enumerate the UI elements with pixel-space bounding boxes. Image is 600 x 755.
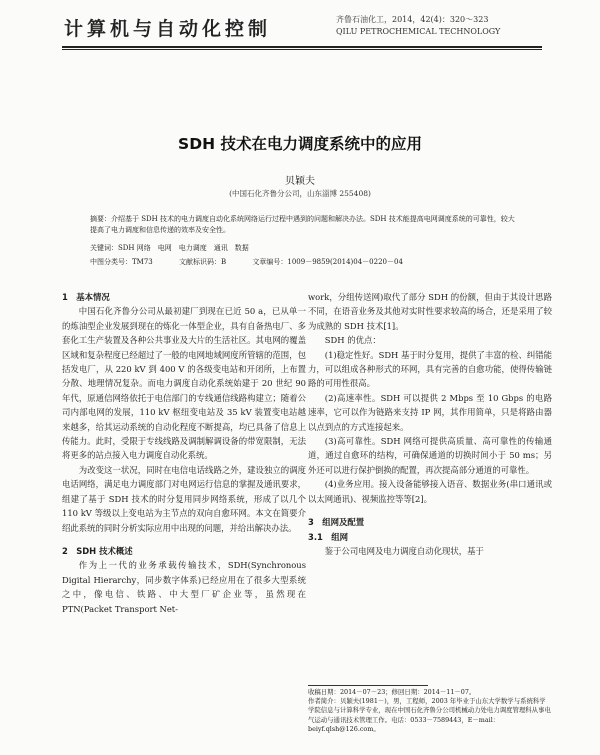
article-number: 文章编号：1009－9859(2014)04－0220－04 [252,258,403,266]
journal-citation-block [336,14,500,38]
section-2-paragraph-1: 作为上一代的业务承载传输技术，SDH(Synchronous Digital Hierarchy，同步数字体系)已经应用在了很多大型系统之中，像电信、铁路、中大型厂矿企业等，虽然现在 PTN(Packet Transport Net- [62,560,306,614]
journal-name: 计算机与自动化控制 [64,18,272,40]
right-column [308,290,552,558]
left-column [62,290,306,616]
section-2-paragraph-1-continued: work，分组传送网)取代了部分 SDH 的份额，但由于其设计思路不同，在语音业务及其他对实时性要求较高的场合，还是采用了较为成熟的 SDH 技术[1]。 [308,292,552,331]
sdh-advantage-reliability: (3)高可靠性。SDH 网络可提供高质量、高可靠性的传输通道，通过自愈环的结构，可确保通道的切换时间小于 50 ms；另外还可以进行保护倒换的配置，再次提高部分通道的可靠性。 [308,436,552,475]
header-rule-thin [62,49,542,50]
classification-line [90,257,403,267]
sdh-advantage-services: (4)业务应用。接入设备能够接入语音、数据业务(串口通讯或以太网通讯)、视频监控等等[2]。 [308,479,552,504]
section-3-1-paragraph: 鉴于公司电网及电力调度自动化现状，基于 [324,545,484,556]
classification-number: 中图分类号：TM73 [90,258,153,266]
affiliation: (中国石化齐鲁分公司，山东淄博 255408) [229,189,371,198]
sdh-advantages-intro: SDH 的优点： [324,335,381,346]
footnote-author-bio: 作者简介：贝颖夫(1981－)，男，工程师，2003 年毕业于山东大学数学与系统科学学院信息与计算科学专业，现在中国石化齐鲁分公司机械动力处电力调度管理科从事电气运动与通讯技术管理工作。电话：0533－7589443，E－mail：beiyf.qlsh@126.com。 [308,697,551,733]
section-1-paragraph-2: 为改变这一状况，同时在电信电话线路之外，建设独立的调度电话网络，满足电力调度部门对电网运行信息的掌握及通讯要求，组建了基于 SDH 技术的时分复用同步网络系统，形成了以几个 110 kV 等级以上变电站为主节点的双向自愈环网。本文在简要介绍此系统的同时分析实际应用中出现的问题，并给出解决办法。 [62,464,306,533]
author: 贝颖夫 [285,176,315,187]
document-code: 文献标识码：B [178,258,227,266]
section-2-heading: 2 SDH 技术概述 [62,545,133,556]
journal-citation: 齐鲁石油化工，2014，42(4)：320～323 [336,15,489,24]
journal-english-name: QILU PETROCHEMICAL TECHNOLOGY [336,27,501,36]
abstract: 摘要：介绍基于 SDH 技术的电力调度自动化系统网络运行过程中遇到的问题和解决办法。SDH 技术能提高电网调度系统的可靠性，较大提高了电力调度和信息传递的效率及安全性。 [90,215,515,234]
keywords: 关键词：SDH 网络 电网 电力调度 通讯 数据 [90,244,249,252]
paper-title: SDH 技术在电力调度系统中的应用 [178,135,422,153]
header-rule [62,46,542,48]
footnote [308,688,552,734]
footnote-dates: 收稿日期：2014－07－23；修回日期：2014－11－07。 [308,688,476,696]
section-1-heading: 1 基本情况 [62,292,110,302]
sdh-advantage-high-rate: (2)高速率性。SDH 可以提供 2 Mbps 至 10 Gbps 的电路速率，它可以作为链路来支持 IP 网，其作用简单，只是将路由器以点到点的方式连接起来。 [308,392,552,432]
section-3-heading: 3 组网及配置 [308,517,365,528]
section-1-paragraph-1: 中国石化齐鲁分公司从最初建厂到现在已近 50 a，已从单一的炼油型企业发展到现在的炼化一体型企业，具有自备热电厂、多套化工生产装置及各种公共事业及大片的生活社区。其电网的覆盖区域和复杂程度已经超过了一般的电网地域网度所管辖的范围，包括发电厂，从 220 kV 到 400 V 的各级变电站和开闭所，上布置分散、地理情况复杂。而电力调度自动化系统始建于 20 世纪 90 年代，原通信网络依托于电信部门的专线通信线路构建立；随着公司内部电网的发展，110 kV 枢纽变电站及 35 kV 装置变电站越来越多，给其运动系统的自动化程度不断提高，均已具备了信息上传能力。此时，受限于专线线路及调制解调设备的带宽限制，无法将更多的站点接入电力调度自动化系统。 [62,306,306,461]
footnote-rule [308,685,428,686]
section-3-1-heading: 3.1 组网 [308,531,348,542]
sdh-advantage-stability: (1)稳定性好。SDH 基于时分复用，提供了丰富的检、纠错能力，可以组成各种形式的环网，具有完善的自愈功能，使得传输链路的可用性很高。 [308,349,552,389]
